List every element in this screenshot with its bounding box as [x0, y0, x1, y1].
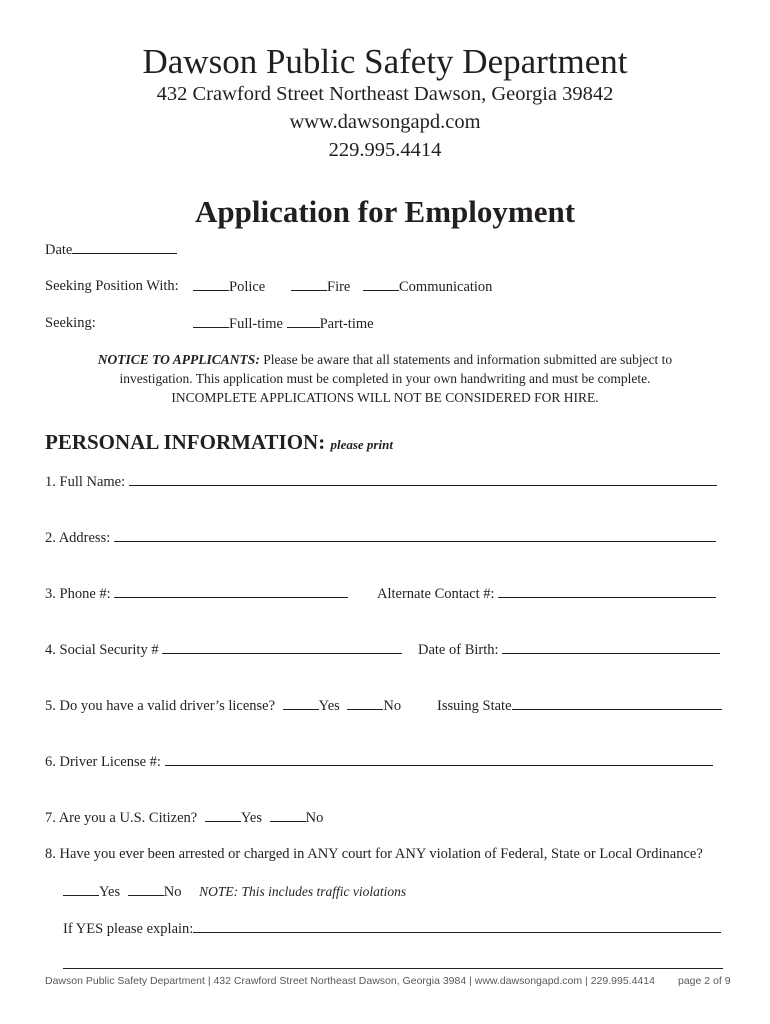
alternate-contact-field[interactable]	[498, 584, 716, 598]
police-blank[interactable]	[193, 277, 229, 291]
communication-blank[interactable]	[363, 277, 399, 291]
license-no-label: No	[383, 698, 402, 714]
communication-label: Communication	[399, 279, 493, 295]
position-fire-option[interactable]	[291, 277, 350, 296]
footer-text: Dawson Public Safety Department | 432 Crawford Street Northeast Dawson, Georgia 3984 | www.dawsongapd.com | 229.995.4414	[45, 975, 655, 987]
citizen-yes-blank[interactable]	[205, 808, 241, 822]
alternate-contact-label: Alternate Contact #:	[377, 586, 495, 602]
police-label: Police	[229, 279, 266, 295]
driver-license-number-row	[45, 752, 713, 771]
section-title: PERSONAL INFORMATION:	[45, 430, 326, 454]
section-subtitle: please print	[330, 437, 393, 452]
phone-field[interactable]	[114, 584, 348, 598]
license-yes-label: Yes	[318, 698, 340, 714]
traffic-note: NOTE: This includes traffic violations	[199, 884, 407, 899]
date-row	[45, 240, 177, 259]
license-yes-blank[interactable]	[283, 696, 319, 710]
notice-line-3: INCOMPLETE APPLICATIONS WILL NOT BE CONSIDERED FOR HIRE.	[171, 390, 599, 405]
page-number: page 2 of 9	[678, 975, 731, 987]
drivers-license-question	[45, 696, 401, 715]
full-name-row	[45, 472, 717, 491]
driver-license-number-field[interactable]	[165, 752, 713, 766]
notice-line-1: Please be aware that all statements and information submitted are subject to	[259, 352, 673, 367]
issuing-state-row	[437, 696, 722, 715]
personal-information-heading	[45, 428, 393, 459]
arrest-question: 8. Have you ever been arrested or charged in ANY court for ANY violation of Federal, State or Local Ordinance?	[45, 846, 703, 862]
employment-type-options	[193, 314, 374, 333]
position-police-option[interactable]	[193, 277, 265, 296]
issuing-state-field[interactable]	[512, 696, 722, 710]
footer-divider	[63, 968, 723, 969]
ssn-label: 4. Social Security #	[45, 642, 159, 658]
seeking-position-label: Seeking Position With:	[45, 278, 179, 294]
address-row	[45, 528, 716, 547]
arrest-yes-blank[interactable]	[63, 882, 99, 896]
notice-heading: NOTICE TO APPLICANTS:	[97, 352, 260, 367]
full-time-label: Full-time	[229, 316, 283, 332]
department-name: Dawson Public Safety Department	[142, 42, 628, 81]
drivers-license-label: 5. Do you have a valid driver’s license?	[45, 698, 276, 714]
full-time-blank[interactable]	[193, 314, 229, 328]
citizen-label: 7. Are you a U.S. Citizen?	[45, 810, 198, 826]
department-website: www.dawsongapd.com	[289, 111, 481, 133]
citizen-question	[45, 808, 323, 827]
arrest-no-blank[interactable]	[128, 882, 164, 896]
dob-label: Date of Birth:	[418, 642, 499, 658]
arrest-no-label: No	[163, 884, 182, 900]
seeking-label: Seeking:	[45, 315, 96, 331]
full-name-field[interactable]	[129, 472, 717, 486]
dob-field[interactable]	[502, 640, 720, 654]
arrest-answer-row	[63, 882, 406, 901]
department-phone: 229.995.4414	[328, 139, 442, 161]
full-name-label: 1. Full Name:	[45, 474, 126, 490]
part-time-label: Part-time	[319, 316, 374, 332]
citizen-no-label: No	[305, 810, 324, 826]
issuing-state-label: Issuing State	[437, 698, 512, 714]
arrest-yes-label: Yes	[99, 884, 121, 900]
phone-row	[45, 584, 348, 603]
date-label: Date	[45, 242, 73, 258]
address-label: 2. Address:	[45, 530, 111, 546]
department-address: 432 Crawford Street Northeast Dawson, Georgia 39842	[156, 83, 614, 105]
form-title: Application for Employment	[194, 194, 576, 229]
citizen-yes-label: Yes	[240, 810, 262, 826]
notice-to-applicants	[0, 350, 770, 407]
license-no-blank[interactable]	[347, 696, 383, 710]
dob-row	[418, 640, 720, 659]
explain-label: If YES please explain:	[63, 921, 194, 937]
ssn-row	[45, 640, 402, 659]
driver-license-number-label: 6. Driver License #:	[45, 754, 161, 770]
explain-field[interactable]	[193, 919, 721, 933]
part-time-blank[interactable]	[287, 314, 320, 328]
address-field[interactable]	[114, 528, 716, 542]
fire-label: Fire	[327, 279, 351, 295]
position-communication-option[interactable]	[363, 277, 492, 296]
phone-label: 3. Phone #:	[45, 586, 111, 602]
date-field[interactable]	[72, 240, 177, 254]
ssn-field[interactable]	[162, 640, 402, 654]
explain-row	[63, 919, 721, 938]
notice-line-2: investigation. This application must be completed in your own handwriting and must be complete.	[119, 371, 651, 386]
fire-blank[interactable]	[291, 277, 327, 291]
alternate-contact-row	[377, 584, 716, 603]
citizen-no-blank[interactable]	[270, 808, 306, 822]
